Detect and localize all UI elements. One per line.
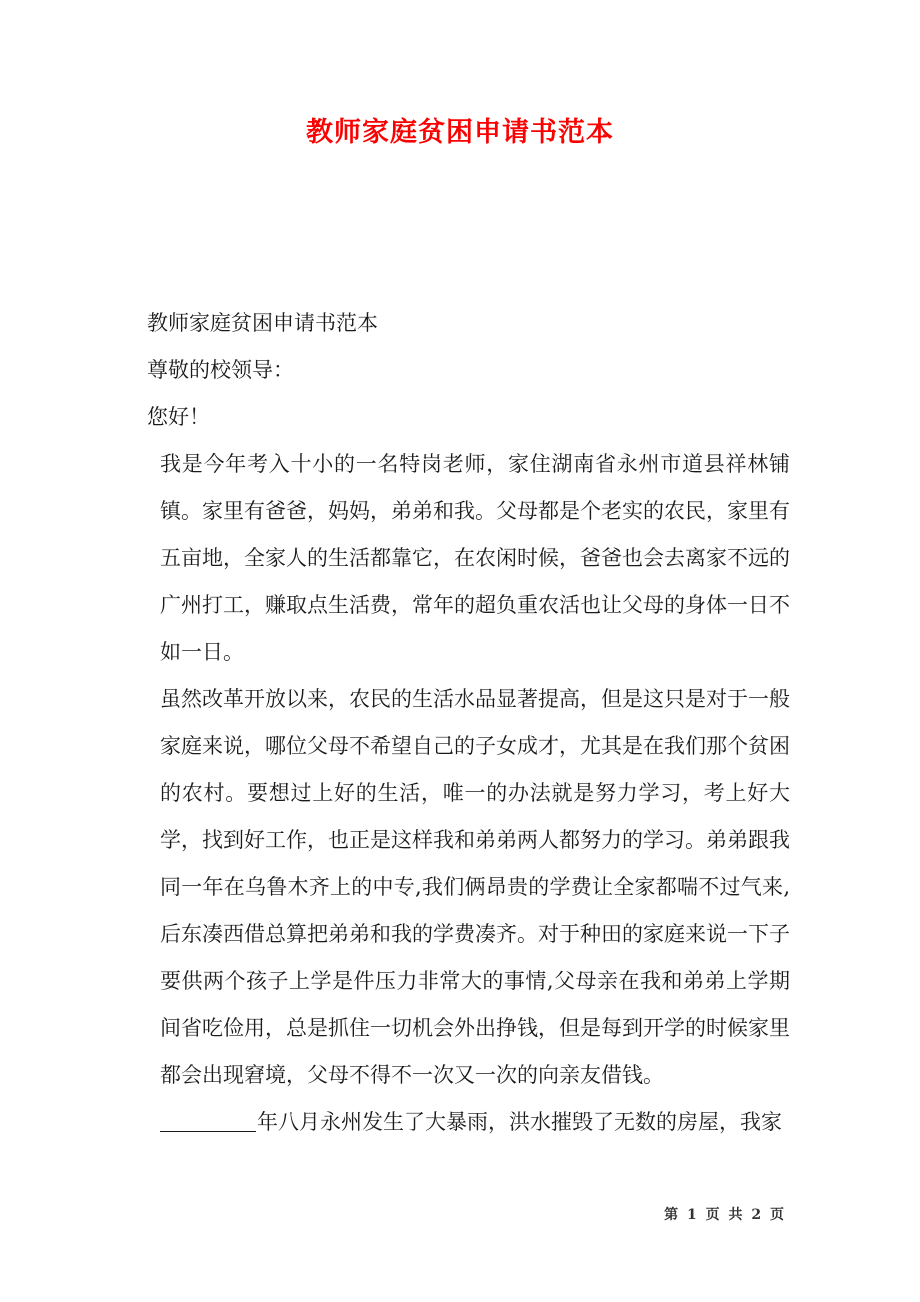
paragraph-2: 虽然改革开放以来，农民的生活水品显著提高，但是这只是对于一般家庭来说，哪位父母不希望自己的子女成才，尤其是在我们那个贫困的农村。要想过上好的生活，唯一的办法就是努力学习，考上好大学，找到好工作，也正是这样我和弟弟两人都努力的学习。弟弟跟我同一年在乌鲁木齐上的中专,我们俩昂贵的学费让全家都喘不过气来,后东凑西借总算把弟弟和我的学费凑齐。对于种田的家庭来说一下子要供两个孩子上学是件压力非常大的事情,父母亲在我和弟弟上学期间省吃俭用，总是抓住一切机会外出挣钱，但是每到开学的时候家里都会出现窘境，父母不得不一次又一次的向亲友借钱。 [160, 687, 790, 1087]
document-body [138, 300, 790, 1146]
paragraph-3-text: 年八月永州发生了大暴雨，洪水摧毁了无数的房屋，我家 [257, 1110, 782, 1134]
page-title: 教师家庭贫困申请书范本 [306, 117, 614, 148]
paragraph-1: 我是今年考入十小的一名特岗老师，家住湖南省永州市道县祥林铺镇。家里有爸爸，妈妈，弟弟和我。父母都是个老实的农民，家里有五亩地，全家人的生活都靠它，在农闲时候，爸爸也会去离家不远的广州打工，赚取点生活费，常年的超负重农活也让父母的身体一日不如一日。 [160, 452, 790, 664]
body-heading-line: 教师家庭贫困申请书范本 [147, 311, 378, 335]
greeting: 您好！ [147, 405, 210, 429]
salutation: 尊敬的校领导： [147, 358, 294, 382]
paragraph-3 [138, 1099, 790, 1146]
page-number-footer: 第 1 页 共 2 页 [664, 1207, 786, 1223]
year-blank-field [160, 1131, 256, 1132]
